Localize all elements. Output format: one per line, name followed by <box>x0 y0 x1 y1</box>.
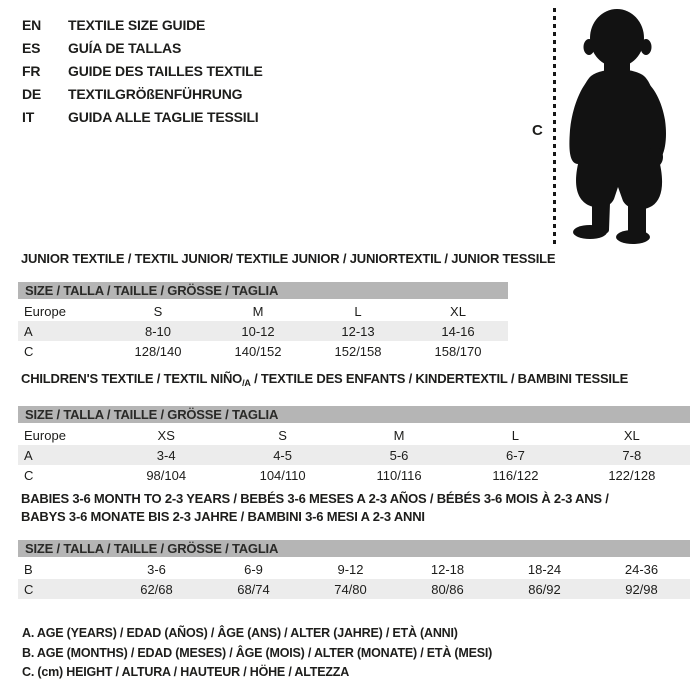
size-cell: M <box>252 303 264 319</box>
table-row <box>18 321 508 341</box>
size-cell: 128/140 <box>134 343 182 359</box>
table-row <box>18 559 690 579</box>
size-cell: 6-9 <box>244 561 263 577</box>
size-cell: 3-4 <box>156 447 176 463</box>
size-header-label: SIZE / TALLA / TAILLE / GRÖSSE / TAGLIA <box>25 407 279 422</box>
size-cell: 12-13 <box>341 323 375 339</box>
table-title-junior <box>21 250 556 268</box>
row-label: A <box>24 323 33 339</box>
size-cell: 14-16 <box>441 323 475 339</box>
measure-c-label: C <box>532 122 543 139</box>
row-label: Europe <box>24 303 66 319</box>
size-cell: 7-8 <box>622 447 642 463</box>
size-header-band <box>18 282 508 301</box>
legend-item: C. (cm) HEIGHT / ALTURA / HAUTEUR / HÖHE / ALTEZZA <box>22 665 350 679</box>
size-cell: L <box>354 303 362 319</box>
size-cell: XL <box>623 427 640 443</box>
size-cell: 12-18 <box>430 561 465 577</box>
language-code: FR <box>22 62 41 79</box>
size-cell: 3-6 <box>147 561 166 577</box>
row-label: C <box>24 343 34 359</box>
size-cell: 98/104 <box>146 467 187 483</box>
size-cell: M <box>393 427 405 443</box>
row-label: C <box>24 581 34 597</box>
size-cell: 92/98 <box>625 581 658 597</box>
size-cell: 5-6 <box>389 447 409 463</box>
row-label: Europe <box>24 427 66 443</box>
size-header-label: SIZE / TALLA / TAILLE / GRÖSSE / TAGLIA <box>25 283 279 298</box>
size-cell: 140/152 <box>234 343 282 359</box>
size-cell: 110/116 <box>376 467 422 483</box>
size-cell: XS <box>157 427 175 443</box>
table-title-text: CHILDREN'S TEXTILE / TEXTIL NIÑO <box>21 371 243 386</box>
size-cell: 6-7 <box>506 447 525 463</box>
table-title-text: / TEXTILE DES ENFANTS / KINDERTEXTIL / BAMBINI TESSILE <box>250 371 629 386</box>
language-row <box>22 36 263 59</box>
table-title-text: JUNIOR TEXTILE / TEXTIL JUNIOR/ TEXTILE JUNIOR / JUNIORTEXTIL / JUNIOR TESSILE <box>21 251 556 266</box>
language-title: GUIDE DES TAILLES TEXTILE <box>68 62 263 79</box>
language-row <box>22 59 263 82</box>
language-title: TEXTILE SIZE GUIDE <box>68 16 206 33</box>
language-code: EN <box>22 16 42 33</box>
size-cell: 9-12 <box>337 561 364 577</box>
size-cell: 4-5 <box>273 447 292 463</box>
table-row <box>18 301 508 321</box>
legend-item: B. AGE (MONTHS) / EDAD (MESES) / ÂGE (MOIS) / ALTER (MONATE) / ETÀ (MESI) <box>22 645 493 660</box>
size-cell: 62/68 <box>140 581 173 597</box>
table-title-text: /A <box>242 378 251 388</box>
size-cell: S <box>153 303 163 319</box>
size-header-band <box>18 406 690 425</box>
size-cell: 152/158 <box>334 343 382 359</box>
size-cell: S <box>278 427 287 443</box>
legend <box>22 624 492 683</box>
language-title: GUÍA DE TALLAS <box>68 39 182 56</box>
size-cell: 86/92 <box>528 581 561 597</box>
size-cell: 158/170 <box>434 343 482 359</box>
table-title-line <box>21 490 690 508</box>
language-code: ES <box>22 39 41 56</box>
table-row <box>18 465 690 485</box>
size-header-label: SIZE / TALLA / TAILLE / GRÖSSE / TAGLIA <box>25 541 279 556</box>
table-title-text: BABIES 3-6 MONTH TO 2-3 YEARS / BEBÉS 3-6 MESES A 2-3 AÑOS / BÉBÉS 3-6 MOIS À 2-3 ANS / <box>21 491 609 506</box>
table-title-line <box>21 508 690 526</box>
size-cell: 104/110 <box>259 467 306 483</box>
language-row <box>22 13 263 36</box>
toddler-silhouette-shapes <box>569 9 666 244</box>
size-cell: 10-12 <box>241 323 275 339</box>
table-title-babies <box>21 490 690 526</box>
size-cell: 68/74 <box>237 581 270 597</box>
language-code: DE <box>22 85 42 102</box>
figure-area <box>520 4 700 248</box>
table-row <box>18 341 508 361</box>
language-code: IT <box>22 108 35 125</box>
size-cell: 80/86 <box>431 581 464 597</box>
size-table-junior <box>18 250 556 361</box>
language-row <box>22 105 263 128</box>
toddler-silhouette-icon <box>560 6 700 244</box>
table-title-children <box>21 370 690 392</box>
table-row <box>18 425 690 445</box>
table-title-line <box>21 370 690 392</box>
row-label: A <box>24 447 33 463</box>
table-title-text: BABYS 3-6 MONATE BIS 2-3 JAHRE / BAMBINI 3-6 MESI A 2-3 ANNI <box>21 509 425 524</box>
table-title-line <box>21 250 556 268</box>
table-row <box>18 579 690 599</box>
row-label: B <box>24 561 33 577</box>
table-row <box>18 445 690 465</box>
size-table-children <box>18 370 690 485</box>
size-cell: 18-24 <box>527 561 562 577</box>
size-cell: 8-10 <box>144 323 172 339</box>
size-cell: 116/122 <box>492 467 539 483</box>
size-header-band <box>18 540 690 559</box>
height-measure-dashed-line <box>553 8 556 244</box>
size-table-babies <box>18 490 690 599</box>
language-title: TEXTILGRÖßENFÜHRUNG <box>68 85 243 102</box>
size-cell: 24-36 <box>624 561 659 577</box>
size-cell: 74/80 <box>334 581 367 597</box>
legend-item: A. AGE (YEARS) / EDAD (AÑOS) / ÂGE (ANS) / ALTER (JAHRE) / ETÀ (ANNI) <box>22 626 458 640</box>
size-cell: L <box>511 427 520 443</box>
size-cell: 122/128 <box>608 467 656 483</box>
language-row <box>22 82 263 105</box>
size-cell: XL <box>450 303 466 319</box>
language-list <box>22 13 263 128</box>
row-label: C <box>24 467 34 483</box>
language-title: GUIDA ALLE TAGLIE TESSILI <box>68 108 259 125</box>
